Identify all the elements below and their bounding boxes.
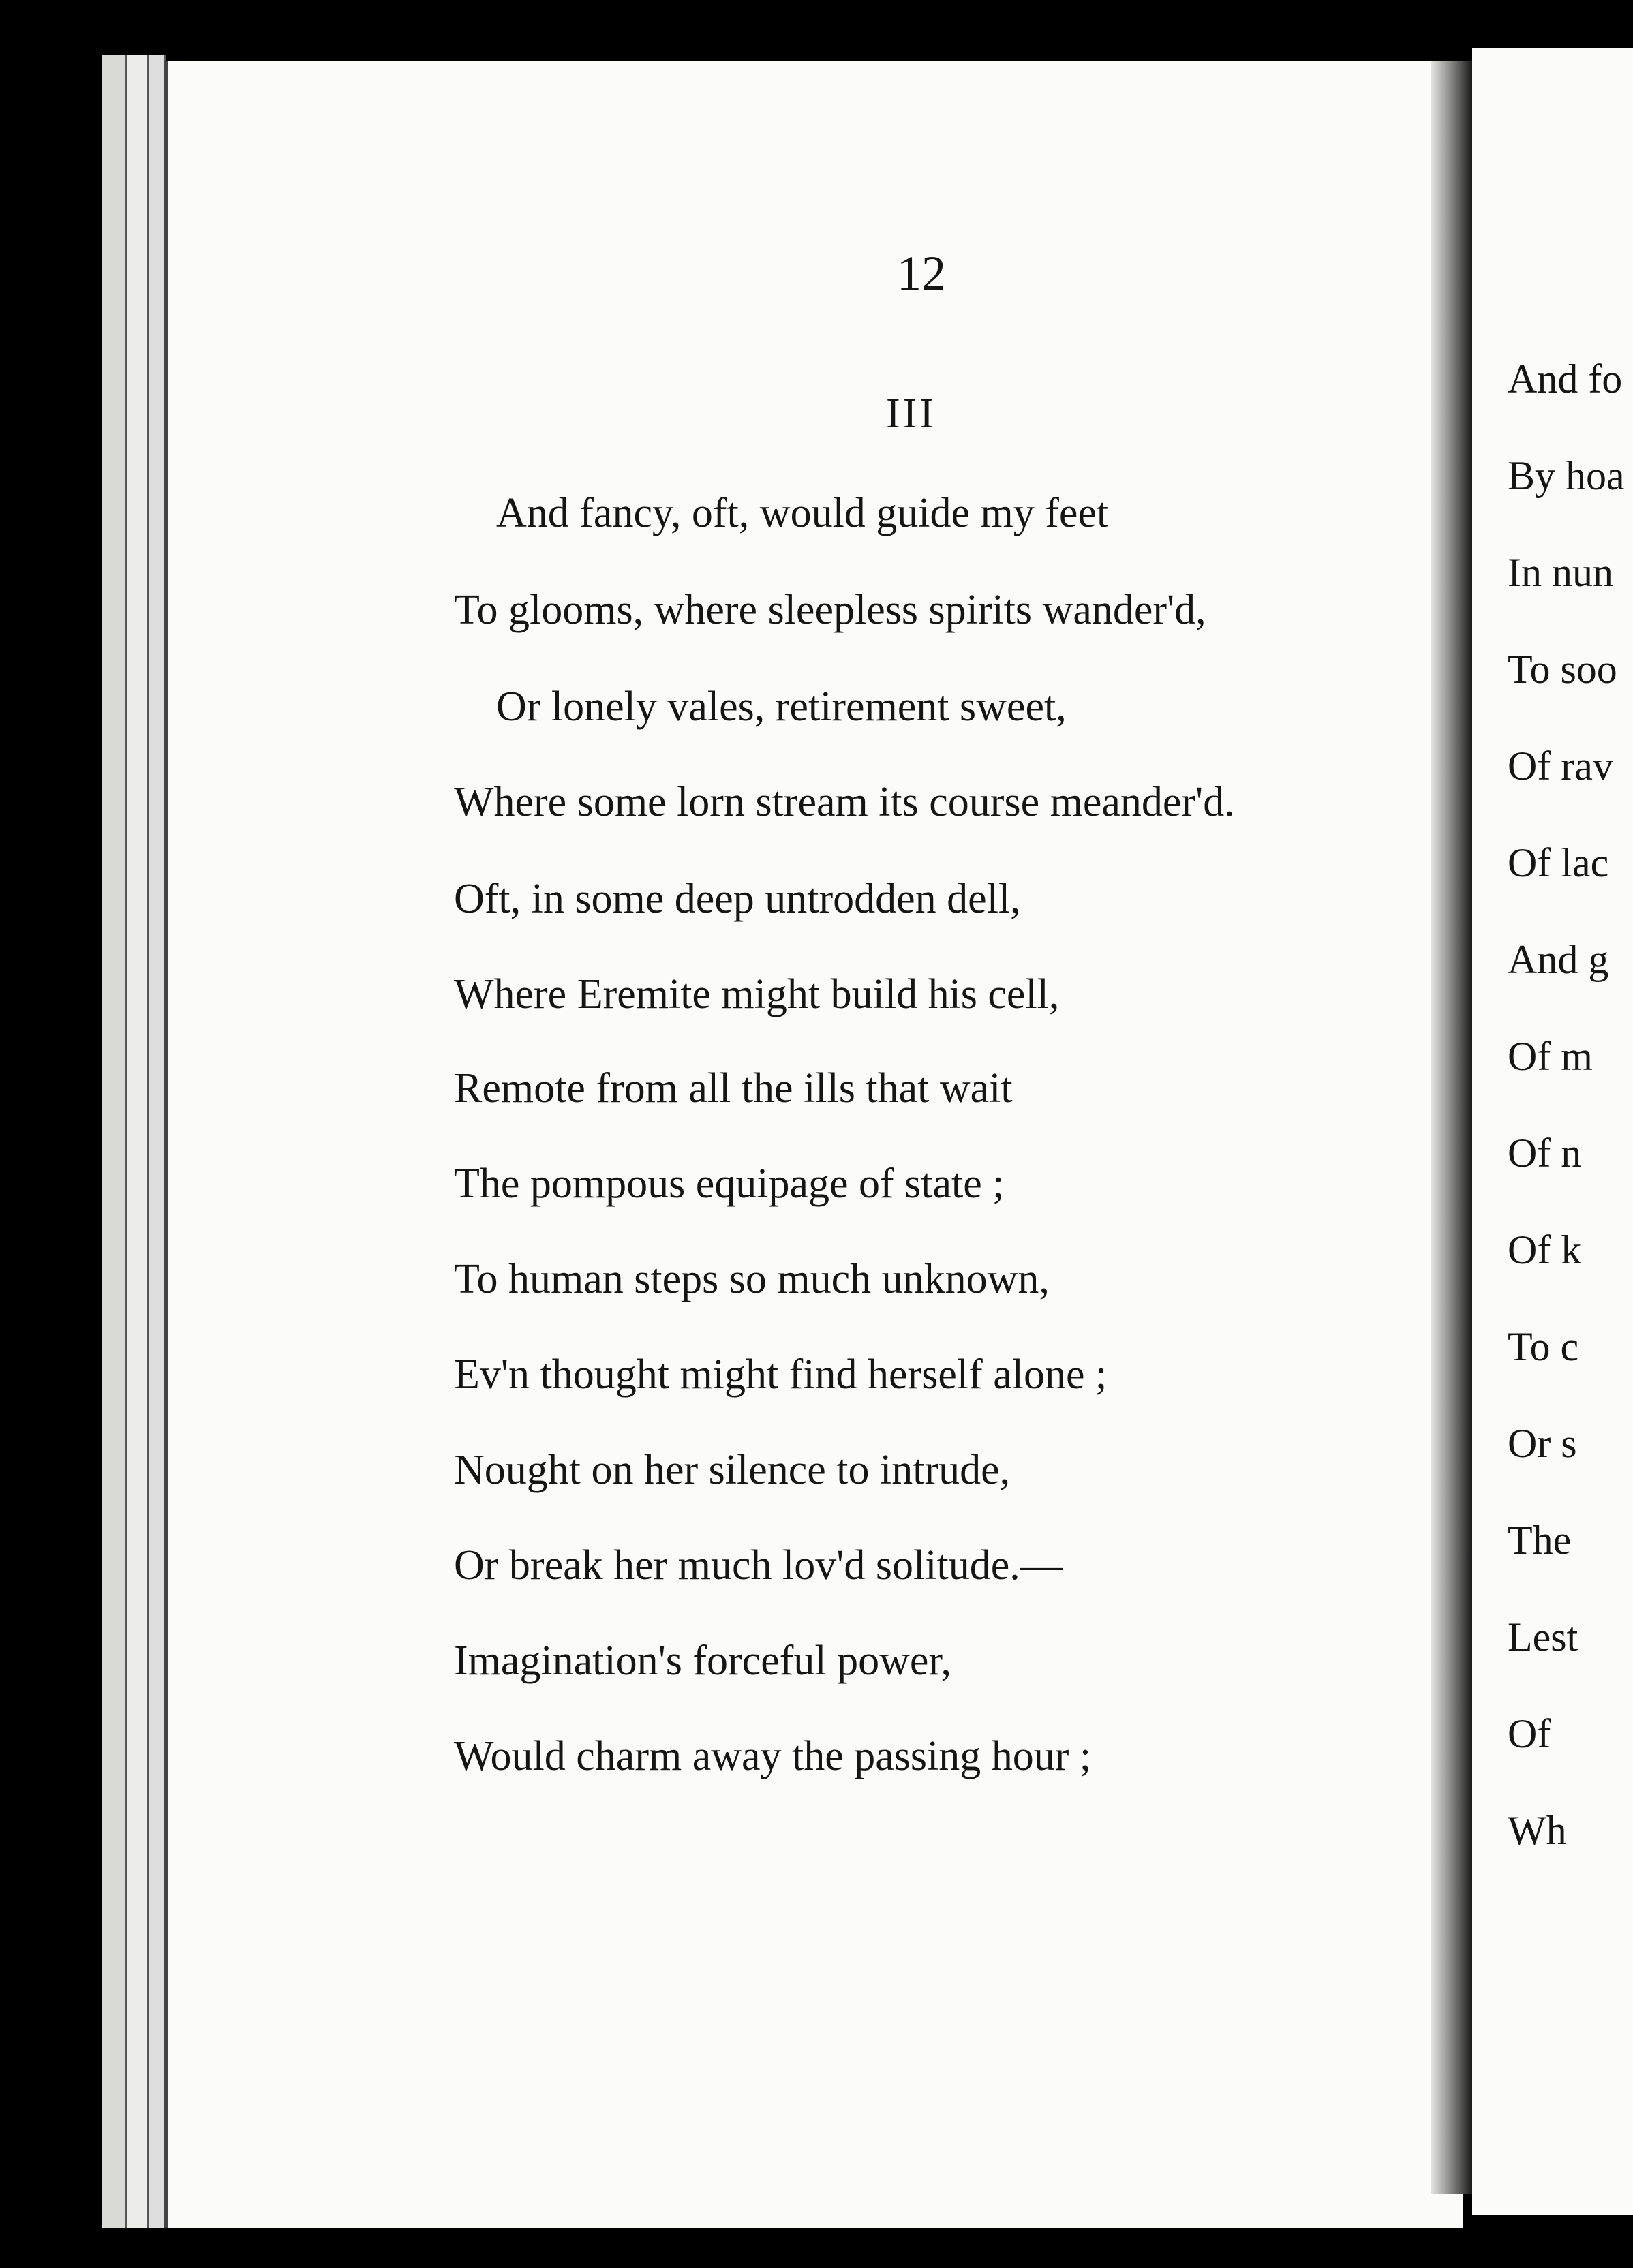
poem-line: Ev'n thought might find herself alone ; xyxy=(454,1351,1108,1398)
poem-line: Or lonely vales, retirement sweet, xyxy=(496,684,1067,730)
poem-line: Would charm away the passing hour ; xyxy=(454,1733,1092,1779)
right-page-line: Of m xyxy=(1508,1034,1593,1079)
page-number: 12 xyxy=(897,246,946,301)
page-edge xyxy=(102,55,127,2228)
book-gutter xyxy=(1431,61,1472,2194)
stanza-number: III xyxy=(886,390,936,437)
right-page-line: The xyxy=(1508,1518,1572,1563)
poem-line: To human steps so much unknown, xyxy=(454,1256,1050,1302)
poem-line: Or break her much lov'd solitude.— xyxy=(454,1542,1063,1589)
poem-line: And fancy, oft, would guide my feet xyxy=(496,490,1109,536)
page-edge xyxy=(127,55,149,2228)
right-page-line: By hoa xyxy=(1508,453,1625,498)
poem-line: Oft, in some deep untrodden dell, xyxy=(454,876,1021,922)
poem-line: Where some lorn stream its course meander'd. xyxy=(454,779,1235,825)
right-page-line: To soo xyxy=(1508,647,1617,692)
poem-line: Where Eremite might build his cell, xyxy=(454,971,1060,1017)
left-page xyxy=(164,61,1463,2228)
right-page-line: To c xyxy=(1508,1324,1579,1369)
right-page-line: Of k xyxy=(1508,1227,1582,1272)
right-page-line: Of n xyxy=(1508,1131,1582,1176)
right-page-line: Of lac xyxy=(1508,840,1609,885)
right-page-line: Of rav xyxy=(1508,744,1613,788)
poem-line: To glooms, where sleepless spirits wander'd, xyxy=(454,587,1206,633)
right-page-line: Of xyxy=(1508,1711,1551,1756)
right-page-line: Wh xyxy=(1508,1808,1567,1853)
right-page-line: Or s xyxy=(1508,1421,1577,1466)
poem-line: The pompous equipage of state ; xyxy=(454,1161,1005,1207)
right-page-line: And g xyxy=(1508,937,1609,982)
right-page-line: And fo xyxy=(1508,356,1623,401)
right-page-line: Lest xyxy=(1508,1614,1578,1659)
right-page-line: In nun xyxy=(1508,550,1613,595)
poem-line: Remote from all the ills that wait xyxy=(454,1065,1013,1112)
poem-line: Nought on her silence to intrude, xyxy=(454,1447,1011,1493)
poem-line: Imagination's forceful power, xyxy=(454,1638,952,1684)
